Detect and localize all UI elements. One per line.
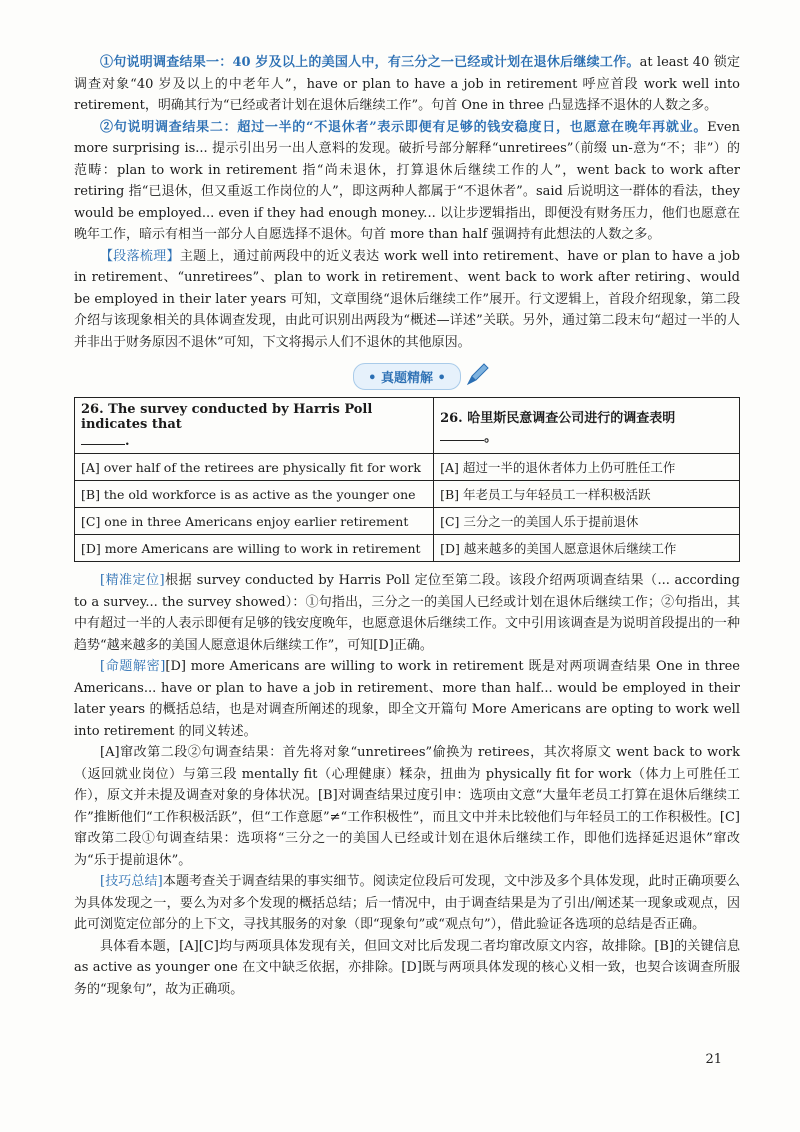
paragraph-skill bbox=[74, 871, 740, 936]
option-row-c bbox=[75, 508, 740, 535]
skill-tag: [技巧总结] bbox=[100, 874, 163, 889]
decode-text: [D] more Americans are willing to work in retirement 既是对两项调查结果 One in three Americans... have or plan to have a job in retirement、more than half... would be employed in their later years 的概括总结，也是对调查所阐述的现象，即全文开篇句 More Americans are opting to work well into retirement 的同义转述。 bbox=[74, 659, 740, 739]
option-cn: [A] 超过一半的退休者体力上仍可胜任工作 bbox=[434, 454, 740, 481]
paragraph-finding-two bbox=[74, 117, 740, 246]
option-en: [B] the old workforce is as active as the younger one bbox=[75, 481, 434, 508]
question-stem-en bbox=[75, 398, 434, 454]
stem-cn-text: 26. 哈里斯民意调查公司进行的调查表明 bbox=[440, 410, 676, 426]
option-cn: [B] 年老员工与年轻员工一样积极活跃 bbox=[434, 481, 740, 508]
answer-blank bbox=[440, 428, 484, 441]
option-cn: [C] 三分之一的美国人乐于提前退休 bbox=[434, 508, 740, 535]
content bbox=[74, 52, 740, 1000]
section-banner-wrap bbox=[74, 363, 740, 389]
question-stem-row bbox=[75, 398, 740, 454]
option-en: [D] more Americans are willing to work in retirement bbox=[75, 535, 434, 562]
summary-text: 主题上，通过前两段中的近义表达 work well into retirement、have or plan to have a job in retirement、“unretirees”、plan to work in retirement、went back to work after retiring、would be employed in their later years 可知，文章围绕“退休后继续工作”展开。行文逻辑上，首段介绍现象，第二段介绍与该现象相关的具体调查发现，由此可识别出两段为“概述—详述”关联。另外，通过第二段末句“超过一半的人并非出于财务原因不退休”可知，下文将揭示人们不退休的其他原因。 bbox=[74, 248, 740, 350]
option-en: [C] one in three Americans enjoy earlier retirement bbox=[75, 508, 434, 535]
paragraph-finding-one bbox=[74, 52, 740, 117]
stem-cn-tail: 。 bbox=[484, 429, 498, 445]
stem-en-tail: . bbox=[125, 434, 130, 449]
locate-tag: [精准定位] bbox=[100, 573, 165, 588]
option-row-d bbox=[75, 535, 740, 562]
option-cn: [D] 越来越多的美国人愿意退休后继续工作 bbox=[434, 535, 740, 562]
finding-two-highlight: ②句说明调查结果二：超过一半的“不退休者”表示即便有足够的钱安稳度日，也愿意在晚年再就业。 bbox=[100, 119, 708, 135]
paragraph-final: 具体看本题，[A][C]均与两项具体发现有关，但回文对比后发现二者均窜改原文内容，故排除。[B]的关键信息 as active as younger one 在文中缺乏依据，亦排除。[D]既与两项具体发现的核心义相一致，也契合该调查所服务的“现象句”，故为正确项。 bbox=[74, 938, 740, 997]
stem-en-text: 26. The survey conducted by Harris Poll indicates that bbox=[81, 402, 373, 432]
pen-icon bbox=[464, 362, 490, 388]
paragraph-summary bbox=[74, 246, 740, 354]
question-table bbox=[74, 397, 740, 562]
section-banner-label: • 真题精解 • bbox=[368, 371, 446, 386]
option-en: [A] over half of the retirees are physically fit for work bbox=[75, 454, 434, 481]
skill-text: 本题考查关于调查结果的事实细节。阅读定位段后可发现，文中涉及多个具体发现，此时正确项要么为具体发现之一，要么为对多个发现的概括总结；后一情况中，由于调查结果是为了引出/阐述某一现象或观点，因此可浏览定位部分的上下文，寻找其服务的对象（即“现象句”或“观点句”），借此验证各选项的总结是否正确。 bbox=[74, 874, 740, 932]
question-stem-cn bbox=[434, 398, 740, 454]
option-row-a bbox=[75, 454, 740, 481]
option-row-b bbox=[75, 481, 740, 508]
page-number: 21 bbox=[705, 1052, 722, 1067]
decode-tag: [命题解密] bbox=[100, 659, 166, 674]
finding-one-text: at least 40 锁定调查对象“40 岁及以上的中老年人”，have or plan to have a job in retirement 呼应首段 work well into retirement，明确其行为“已经或者计划在退休后继续工作”。句首 One in three 凸显选择不退休的人数之多。 bbox=[74, 55, 740, 113]
finding-two-text: Even more surprising is... 提示引出另一出人意料的发现。破折号部分解释“unretirees”（前缀 un-意为“不；非”）的范畴：plan to work in retirement 指“尚未退休，打算退休后继续工作的人”，went back to work after retiring 指“已退休，但又重返工作岗位的人”，即这两种人都属于“不退休者”。said 后说明这一群体的看法，they would be employed... even if they had enough money... 以让步逻辑指出，即便没有财务压力，他们也愿意在晚年工作，暗示有相当一部分人自愿选择不退休。句首 more than half 强调持有此想法的人数之多。 bbox=[74, 119, 740, 242]
paragraph-analysis: [A]窜改第二段②句调查结果：首先将对象“unretirees”偷换为 retirees，其次将原文 went back to work（返回就业岗位）与第三段 mentally fit（心理健康）糅杂，扭曲为 physically fit for work（体力上可胜任工作），原文并未提及调查对象的身体状况。[B]对调查结果过度引申：选项由文意“大量年老员工打算在退休后继续工作”推断他们“工作积极活跃”，但“工作意愿”≠“工作积极性”，而且文中并未比较他们与年轻员工的工作积极性。[C]窜改第二段①句调查结果：选项将“三分之一的美国人已经或计划在退休后继续工作，即他们选择延迟退休”窜改为“乐于提前退休”。 bbox=[74, 745, 740, 868]
finding-one-highlight: ①句说明调查结果一：40 岁及以上的美国人中，有三分之一已经或计划在退休后继续工作。 bbox=[100, 55, 640, 70]
section-banner bbox=[353, 363, 461, 390]
answer-blank bbox=[81, 432, 125, 445]
locate-text: 根据 survey conducted by Harris Poll 定位至第二段。该段介绍两项调查结果（... according to a survey... the survey showed）：①句指出，三分之一的美国人已经或计划在退休后继续工作；②句指出，其中有超过一半的人表示即便有足够的钱安度晚年，也愿意退休后继续工作。文中引用该调查是为说明首段提出的一种趋势“越来越多的美国人愿意退休后继续工作”，可知[D]正确。 bbox=[74, 573, 740, 653]
paragraph-locate bbox=[74, 570, 740, 656]
paragraph-decode bbox=[74, 656, 740, 742]
summary-tag: 【段落梳理】 bbox=[100, 248, 180, 264]
